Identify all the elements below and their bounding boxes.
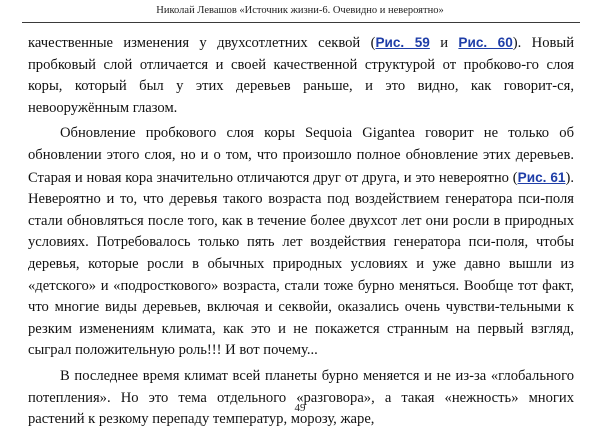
paragraph-1-text-a: качественные изменения у двухсотлетних секвой ( [28, 35, 376, 51]
paragraph-2-text-a: Обновление пробкового слоя коры Sequoia Gigantea говорит не только об обновлении этого слоя, но и о том, что произошло полное обновление этих деревьев. Старая и новая кора значительно отличаются друг от друга, и это невероятно ( [28, 125, 574, 186]
paragraph-1 [28, 32, 574, 119]
page-body [28, 32, 574, 431]
figure-61-link[interactable]: Рис. 61 [517, 169, 566, 185]
paragraph-1-text-b: и [429, 35, 459, 51]
paragraph-1-text-c: ). Новый пробковый слой отличается и своей качественной структурой от пробково-го слоя коры, который был у этих деревьев раньше, и это видно, как говорит-ся, невооружённым глазом. [28, 35, 575, 116]
running-header: Николай Левашов «Источник жизни-6. Очевидно и невероятно» [156, 5, 444, 16]
paragraph-3 [28, 366, 574, 431]
figure-60-link[interactable]: Рис. 60 [458, 35, 513, 50]
paragraph-2-text-b: ). Невероятно и то, что деревья такого возраста под воздействием генератора пси-поля стали обновляться после того, как в течение более двухсот лет они росли в природных условиях. Потребовалось только пять лет воздействия генератора пси-поля, чтобы деревья, которые росли в обычных природных условиях и уже давно вышли из «детского» и «подросткового» возраста, стали тоже бурно меняться. Вообще тот факт, что многие виды деревьев, включая и секвойи, оказались очень чувстви-тельными к резким изменениям климата, как это и не покажется странным на первый взгляд, сыграл положительную роль!!! И вот почему... [28, 169, 574, 359]
paragraph-2 [28, 123, 574, 362]
page-number: 49 [294, 402, 306, 414]
figure-59-link[interactable]: Рис. 59 [375, 35, 430, 50]
header-divider [22, 22, 580, 23]
paragraph-3-text: В последнее время климат всей планеты бурно меняется и не из-за «глобального потепления». Но это тема отдельного «разговора», а такая «нежность» многих растений к резкому перепаду температур, морозу, жаре, [28, 367, 574, 428]
